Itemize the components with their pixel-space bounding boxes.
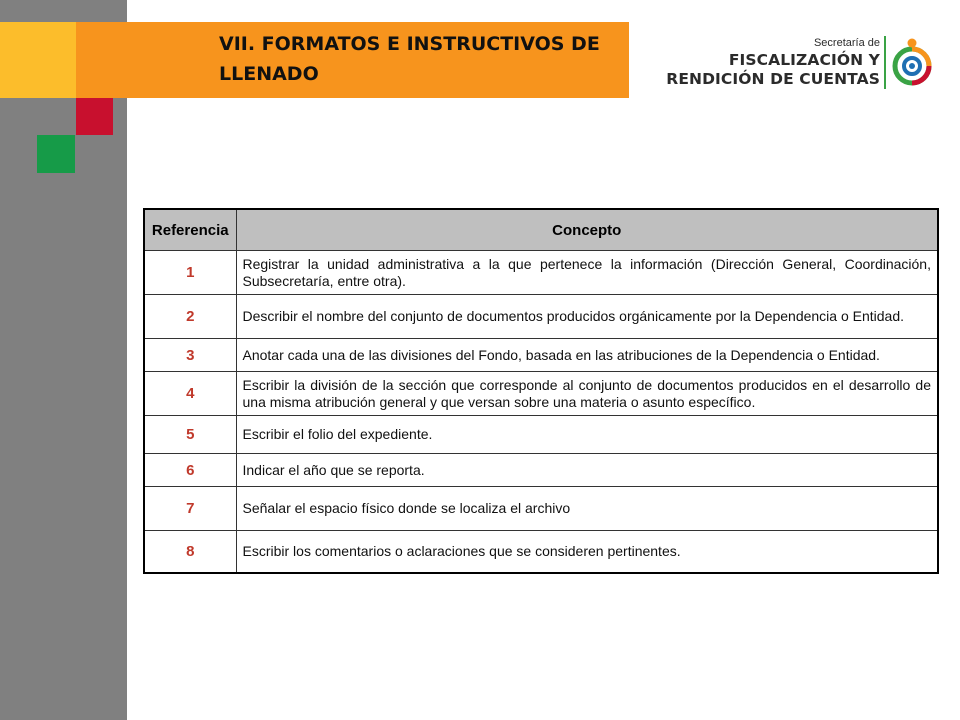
logo-line-2: RENDICIÓN DE CUENTAS [666,70,880,88]
reference-number: 3 [144,339,236,372]
table-row [144,531,938,573]
concept-text: Escribir los comentarios o aclaraciones que se consideren pertinentes. [236,531,938,573]
emblem-icon [888,36,936,90]
reference-number: 6 [144,454,236,487]
concept-text: Indicar el año que se reporta. [236,454,938,487]
logo-small-text: Secretaría de [813,37,880,49]
header-concepto: Concepto [236,209,938,251]
concept-text: Describir el nombre del conjunto de documentos producidos orgánicamente por la Dependencia o Entidad. [236,295,938,339]
table-header-row [144,209,938,251]
reference-table [143,208,939,574]
yellow-square [0,22,76,98]
table-row [144,454,938,487]
table-row [144,251,938,295]
secretaria-logo [646,34,938,94]
reference-number: 4 [144,372,236,416]
red-square [76,98,113,135]
table-row [144,416,938,454]
header-referencia: Referencia [144,209,236,251]
reference-number: 1 [144,251,236,295]
logo-divider [884,36,886,89]
reference-number: 5 [144,416,236,454]
concept-text: Escribir el folio del expediente. [236,416,938,454]
table-row [144,339,938,372]
logo-line-1: FISCALIZACIÓN Y [728,51,880,69]
concept-text: Señalar el espacio físico donde se localiza el archivo [236,487,938,531]
table-row [144,487,938,531]
concept-text: Escribir la división de la sección que corresponde al conjunto de documentos producidos en el desarrollo de una misma atribución general y que versan sobre una materia o asunto específico. [236,372,938,416]
reference-number: 7 [144,487,236,531]
reference-number: 2 [144,295,236,339]
reference-number: 8 [144,531,236,573]
concept-text: Anotar cada una de las divisiones del Fondo, basada en las atribuciones de la Dependencia o Entidad. [236,339,938,372]
concept-text: Registrar la unidad administrativa a la que pertenece la información (Dirección General, Coordinación, Subsecretaría, entre otra). [236,251,938,295]
page-title: VII. FORMATOS E INSTRUCTIVOS DE LLENADO [219,33,600,85]
table-row [144,295,938,339]
green-square [37,135,75,173]
table-row [144,372,938,416]
